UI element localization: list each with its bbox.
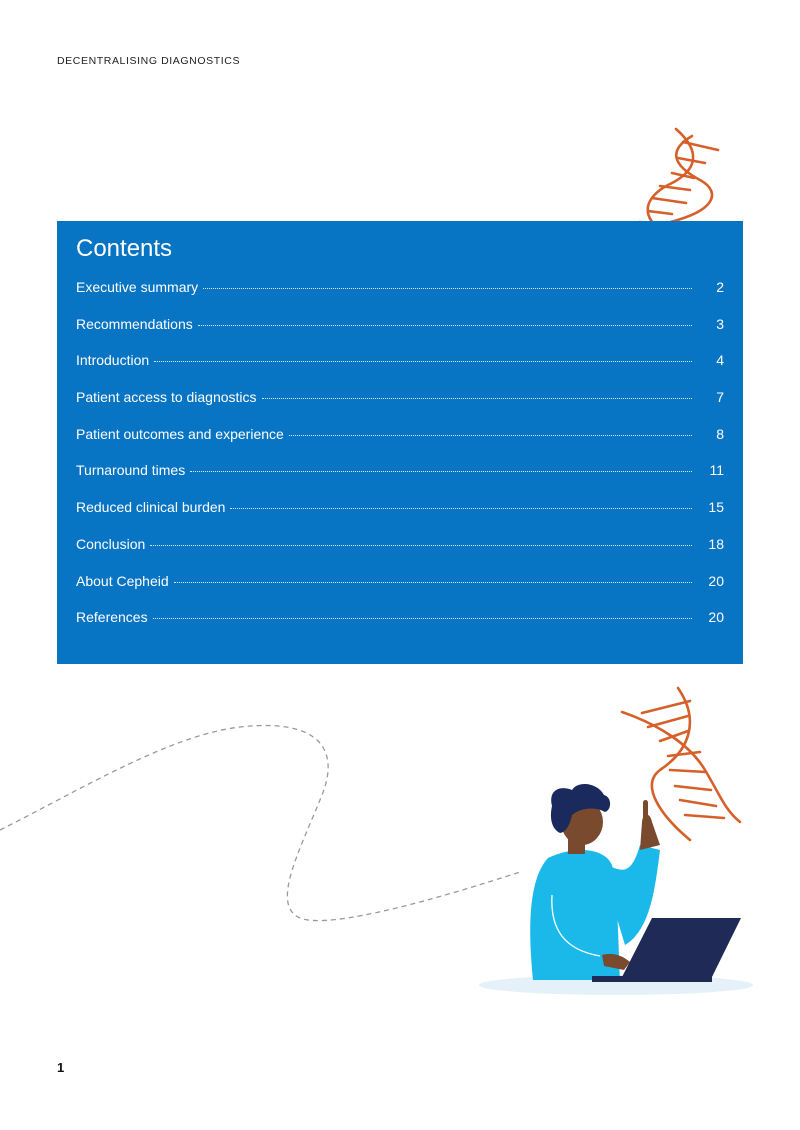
toc-entry-page: 2 (716, 279, 724, 295)
toc-entry-label: About Cepheid (76, 572, 169, 589)
toc-entry-page: 7 (716, 389, 724, 406)
toc-entry-page: 18 (708, 535, 724, 552)
toc-entry-label: References (76, 609, 148, 626)
toc-entry[interactable] (76, 426, 724, 463)
toc-dot-leader (289, 435, 692, 436)
toc-entry-page: 20 (708, 572, 724, 589)
toc-entry-label: Conclusion (76, 535, 146, 552)
toc-dot-leader (230, 508, 692, 509)
toc-entry-label: Recommendations (76, 315, 193, 332)
contents-panel (57, 221, 743, 664)
table-of-contents (76, 279, 724, 646)
person-with-laptop-illustration (479, 784, 753, 995)
toc-entry[interactable] (76, 352, 724, 389)
toc-entry-label: Executive summary (76, 279, 199, 295)
toc-entry-label: Patient access to diagnostics (76, 389, 257, 406)
toc-entry[interactable] (76, 316, 724, 353)
toc-entry-page: 3 (716, 315, 724, 332)
toc-dot-leader (203, 288, 692, 289)
contents-title: Contents (76, 235, 173, 262)
toc-entry-page: 11 (709, 462, 724, 479)
toc-dot-leader (150, 545, 692, 546)
toc-entry-label: Patient outcomes and experience (76, 425, 284, 442)
toc-entry[interactable] (76, 609, 724, 646)
toc-entry-page: 20 (708, 609, 724, 626)
toc-entry-label: Introduction (76, 352, 150, 369)
toc-entry[interactable] (76, 573, 724, 610)
toc-entry-label: Turnaround times (76, 462, 186, 479)
toc-entry-page: 15 (708, 499, 724, 516)
toc-entry-label: Reduced clinical burden (76, 499, 226, 516)
toc-dot-leader (174, 582, 692, 583)
toc-entry[interactable] (76, 462, 724, 499)
toc-entry[interactable] (76, 389, 724, 426)
toc-entry-page: 8 (716, 425, 724, 442)
dashed-path (0, 725, 520, 920)
toc-dot-leader (153, 618, 692, 619)
toc-entry[interactable] (76, 499, 724, 536)
toc-dot-leader (154, 361, 692, 362)
toc-entry-page: 4 (716, 352, 724, 369)
dna-helix-icon (622, 688, 740, 840)
toc-entry[interactable] (76, 536, 724, 573)
toc-dot-leader (198, 325, 692, 326)
document-header: DECENTRALISING DIAGNOSTICS (57, 55, 241, 67)
toc-entry[interactable] (76, 279, 724, 316)
toc-dot-leader (262, 398, 692, 399)
toc-dot-leader (190, 471, 692, 472)
page-number: 1 (57, 1060, 65, 1075)
